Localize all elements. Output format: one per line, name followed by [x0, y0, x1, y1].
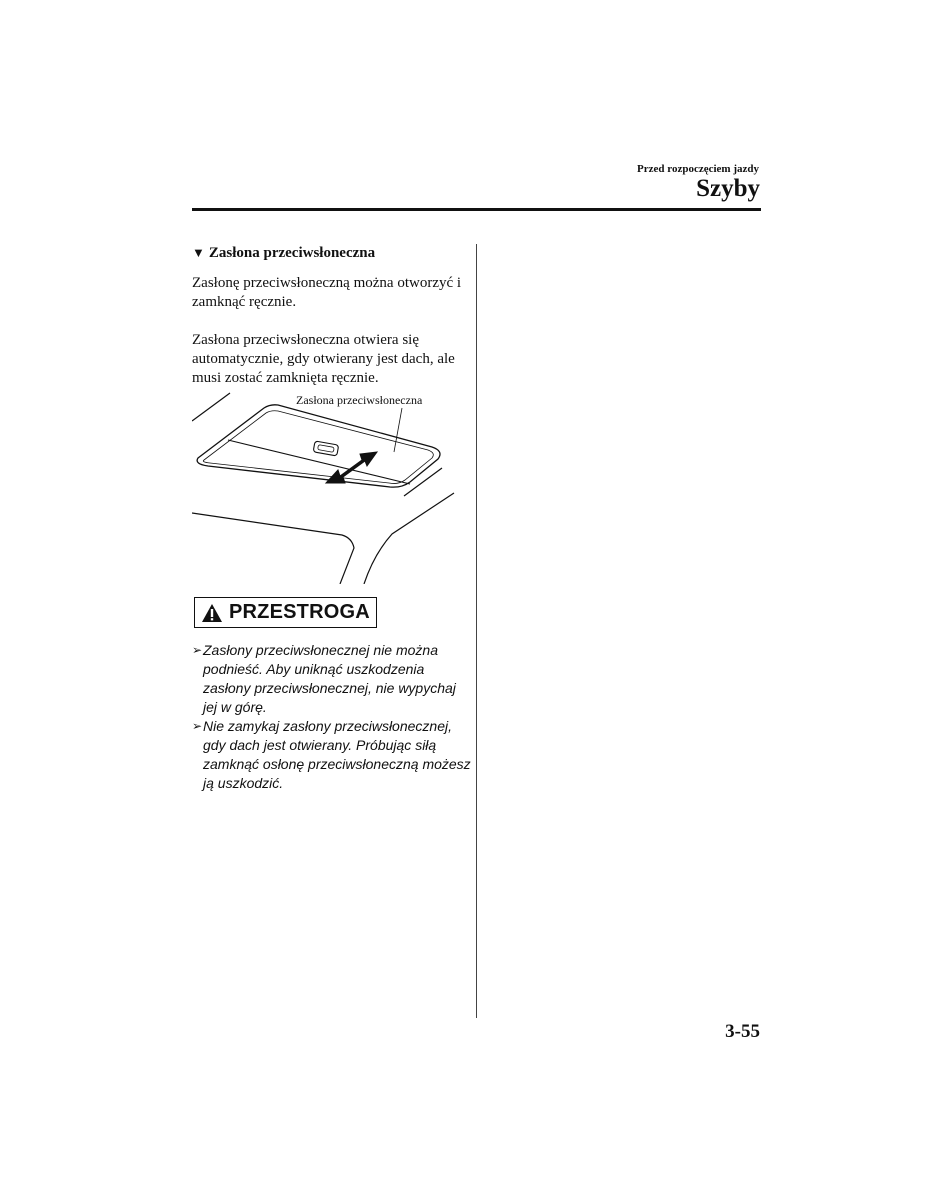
headliner-edge-line — [192, 393, 230, 421]
slide-direction-arrow — [326, 452, 377, 483]
warning-triangle-icon — [201, 603, 223, 623]
caution-item — [192, 717, 472, 793]
arrow-bullet-icon: ➢ — [192, 719, 203, 733]
caution-header — [194, 597, 377, 628]
subsection-heading — [192, 243, 470, 263]
shade-handle — [313, 441, 339, 456]
caution-item — [192, 641, 472, 717]
page-title: Szyby — [696, 175, 760, 202]
label-leader-line — [394, 408, 402, 452]
caution-list — [192, 641, 472, 793]
page-number: 3-55 — [725, 1021, 760, 1042]
body-paragraph: Zasłona przeciwsłoneczna otwiera się automatycznie, gdy otwierany jest dach, ale musi zostać zamknięta ręcznie. — [192, 332, 455, 386]
left-column — [192, 243, 471, 791]
sunroof-sunshade-diagram — [192, 388, 470, 584]
illustration-label: Zasłona przeciwsłoneczna — [296, 393, 423, 407]
header-divider — [192, 208, 761, 211]
arrow-bullet-icon: ➢ — [192, 643, 203, 657]
sunshade-illustration — [192, 388, 470, 584]
section-title: Przed rozpoczęciem jazdy — [637, 163, 759, 175]
caution-title: PRZESTROGA — [229, 601, 370, 623]
triangle-down-icon: ▼ — [192, 245, 205, 260]
pillar-line — [364, 493, 454, 584]
windshield-frame-line — [192, 513, 354, 584]
caution-item-text: Nie zamykaj zasłony przeciwsłonecznej, gdy dach jest otwierany. Próbując siłą zamknąć osłonę przeciwsłoneczną możesz ją uszkodzić. — [203, 718, 471, 791]
subsection-heading-text: Zasłona przeciwsłoneczna — [208, 245, 376, 261]
body-paragraph: Zasłonę przeciwsłoneczną można otworzyć i zamknąć ręcznie. — [192, 275, 462, 310]
caution-item-text: Zasłony przeciwsłonecznej nie można podnieść. Aby uniknąć uszkodzenia zasłony przeciwsłonecznej, nie wypychaj jej w górę. — [203, 642, 456, 715]
column-divider — [476, 244, 477, 1018]
